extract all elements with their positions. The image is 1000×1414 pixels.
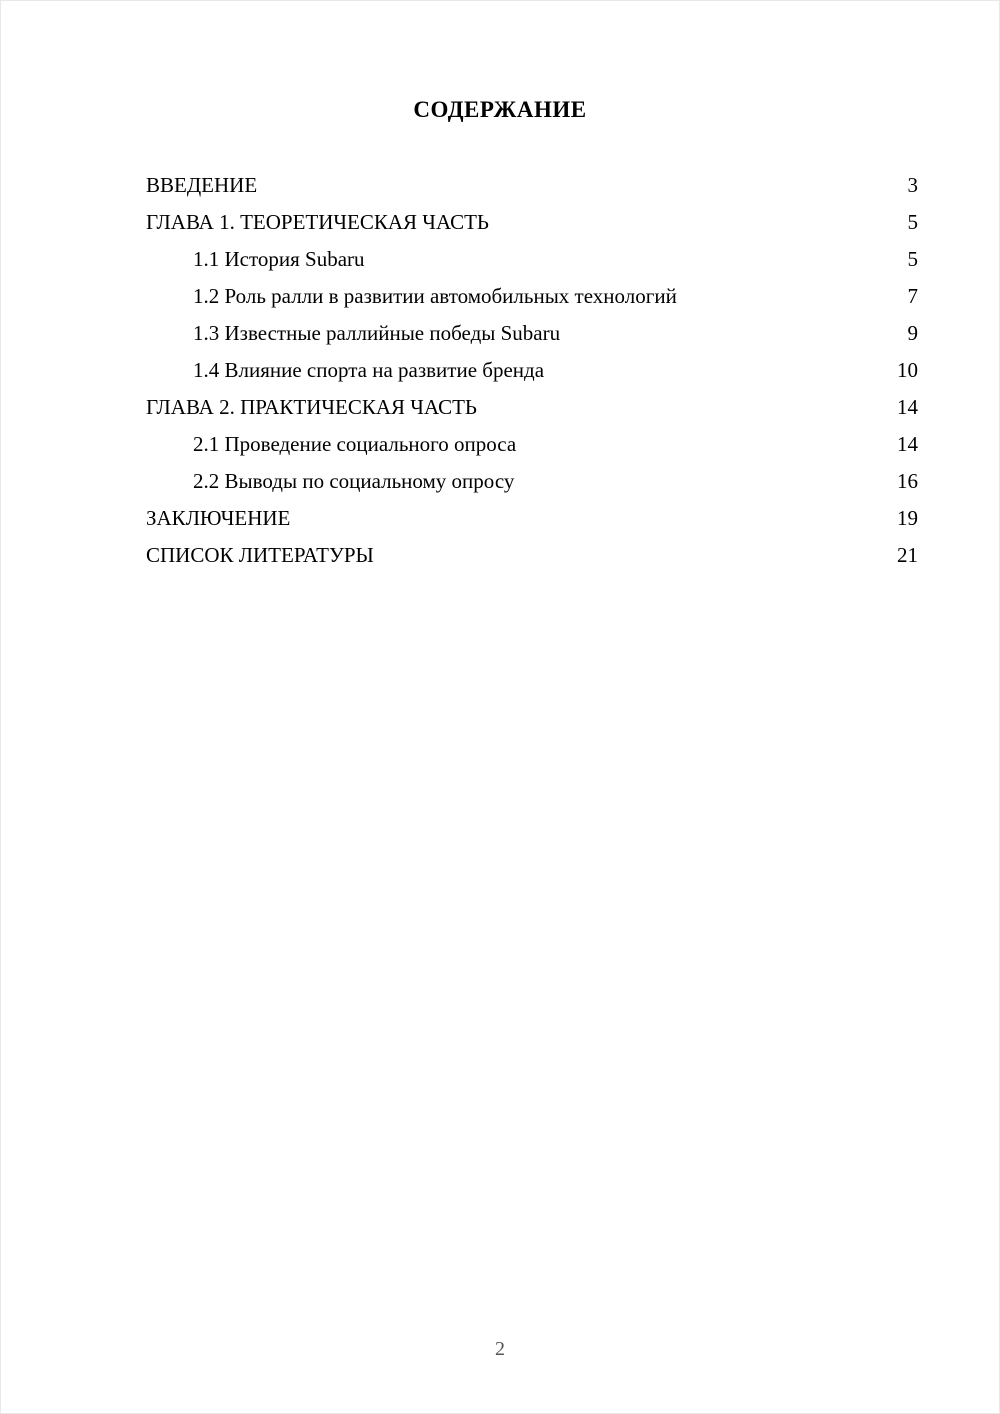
toc-row (146, 278, 918, 315)
toc-entry-label: 2.2 Выводы по социальному опросу (193, 469, 515, 493)
toc-entry-page: 14 (897, 395, 918, 419)
toc-entry-label: ЗАКЛЮЧЕНИЕ (146, 506, 291, 530)
toc-list (146, 167, 918, 574)
toc-entry-label: 2.1 Проведение социального опроса (193, 432, 517, 456)
toc-entry-page: 9 (907, 321, 918, 345)
toc-entry-label: 1.1 История Subaru (193, 247, 365, 271)
toc-entry-page: 5 (907, 210, 918, 234)
toc-entry-page: 16 (897, 469, 918, 493)
toc-title: СОДЕРЖАНИЕ (413, 97, 587, 122)
toc-entry-label: ГЛАВА 2. ПРАКТИЧЕСКАЯ ЧАСТЬ (146, 395, 477, 419)
toc-row (146, 315, 918, 352)
toc-entry-page: 10 (897, 358, 918, 382)
toc-row (146, 352, 918, 389)
toc-entry-page: 7 (907, 284, 918, 308)
toc-entry-label: 1.3 Известные раллийные победы Subaru (193, 321, 561, 345)
toc-row (146, 426, 918, 463)
toc-row (146, 167, 918, 204)
toc-entry-label: 1.4 Влияние спорта на развитие бренда (193, 358, 545, 382)
toc-row (146, 241, 918, 278)
toc-row (146, 537, 918, 574)
toc-row (146, 463, 918, 500)
toc-row (146, 204, 918, 241)
toc-row (146, 500, 918, 537)
toc-entry-page: 5 (907, 247, 918, 271)
toc-entry-label: ГЛАВА 1. ТЕОРЕТИЧЕСКАЯ ЧАСТЬ (146, 210, 489, 234)
toc-entry-page: 14 (897, 432, 918, 456)
toc-entry-page: 21 (897, 543, 918, 567)
toc-entry-page: 19 (897, 506, 918, 530)
toc-entry-label: СПИСОК ЛИТЕРАТУРЫ (146, 543, 374, 567)
toc-entry-page: 3 (907, 173, 918, 197)
toc-row (146, 389, 918, 426)
toc-entry-label: ВВЕДЕНИЕ (146, 173, 258, 197)
toc-entry-label: 1.2 Роль ралли в развитии автомобильных технологий (193, 284, 677, 308)
page-number-footer: 2 (495, 1338, 505, 1360)
